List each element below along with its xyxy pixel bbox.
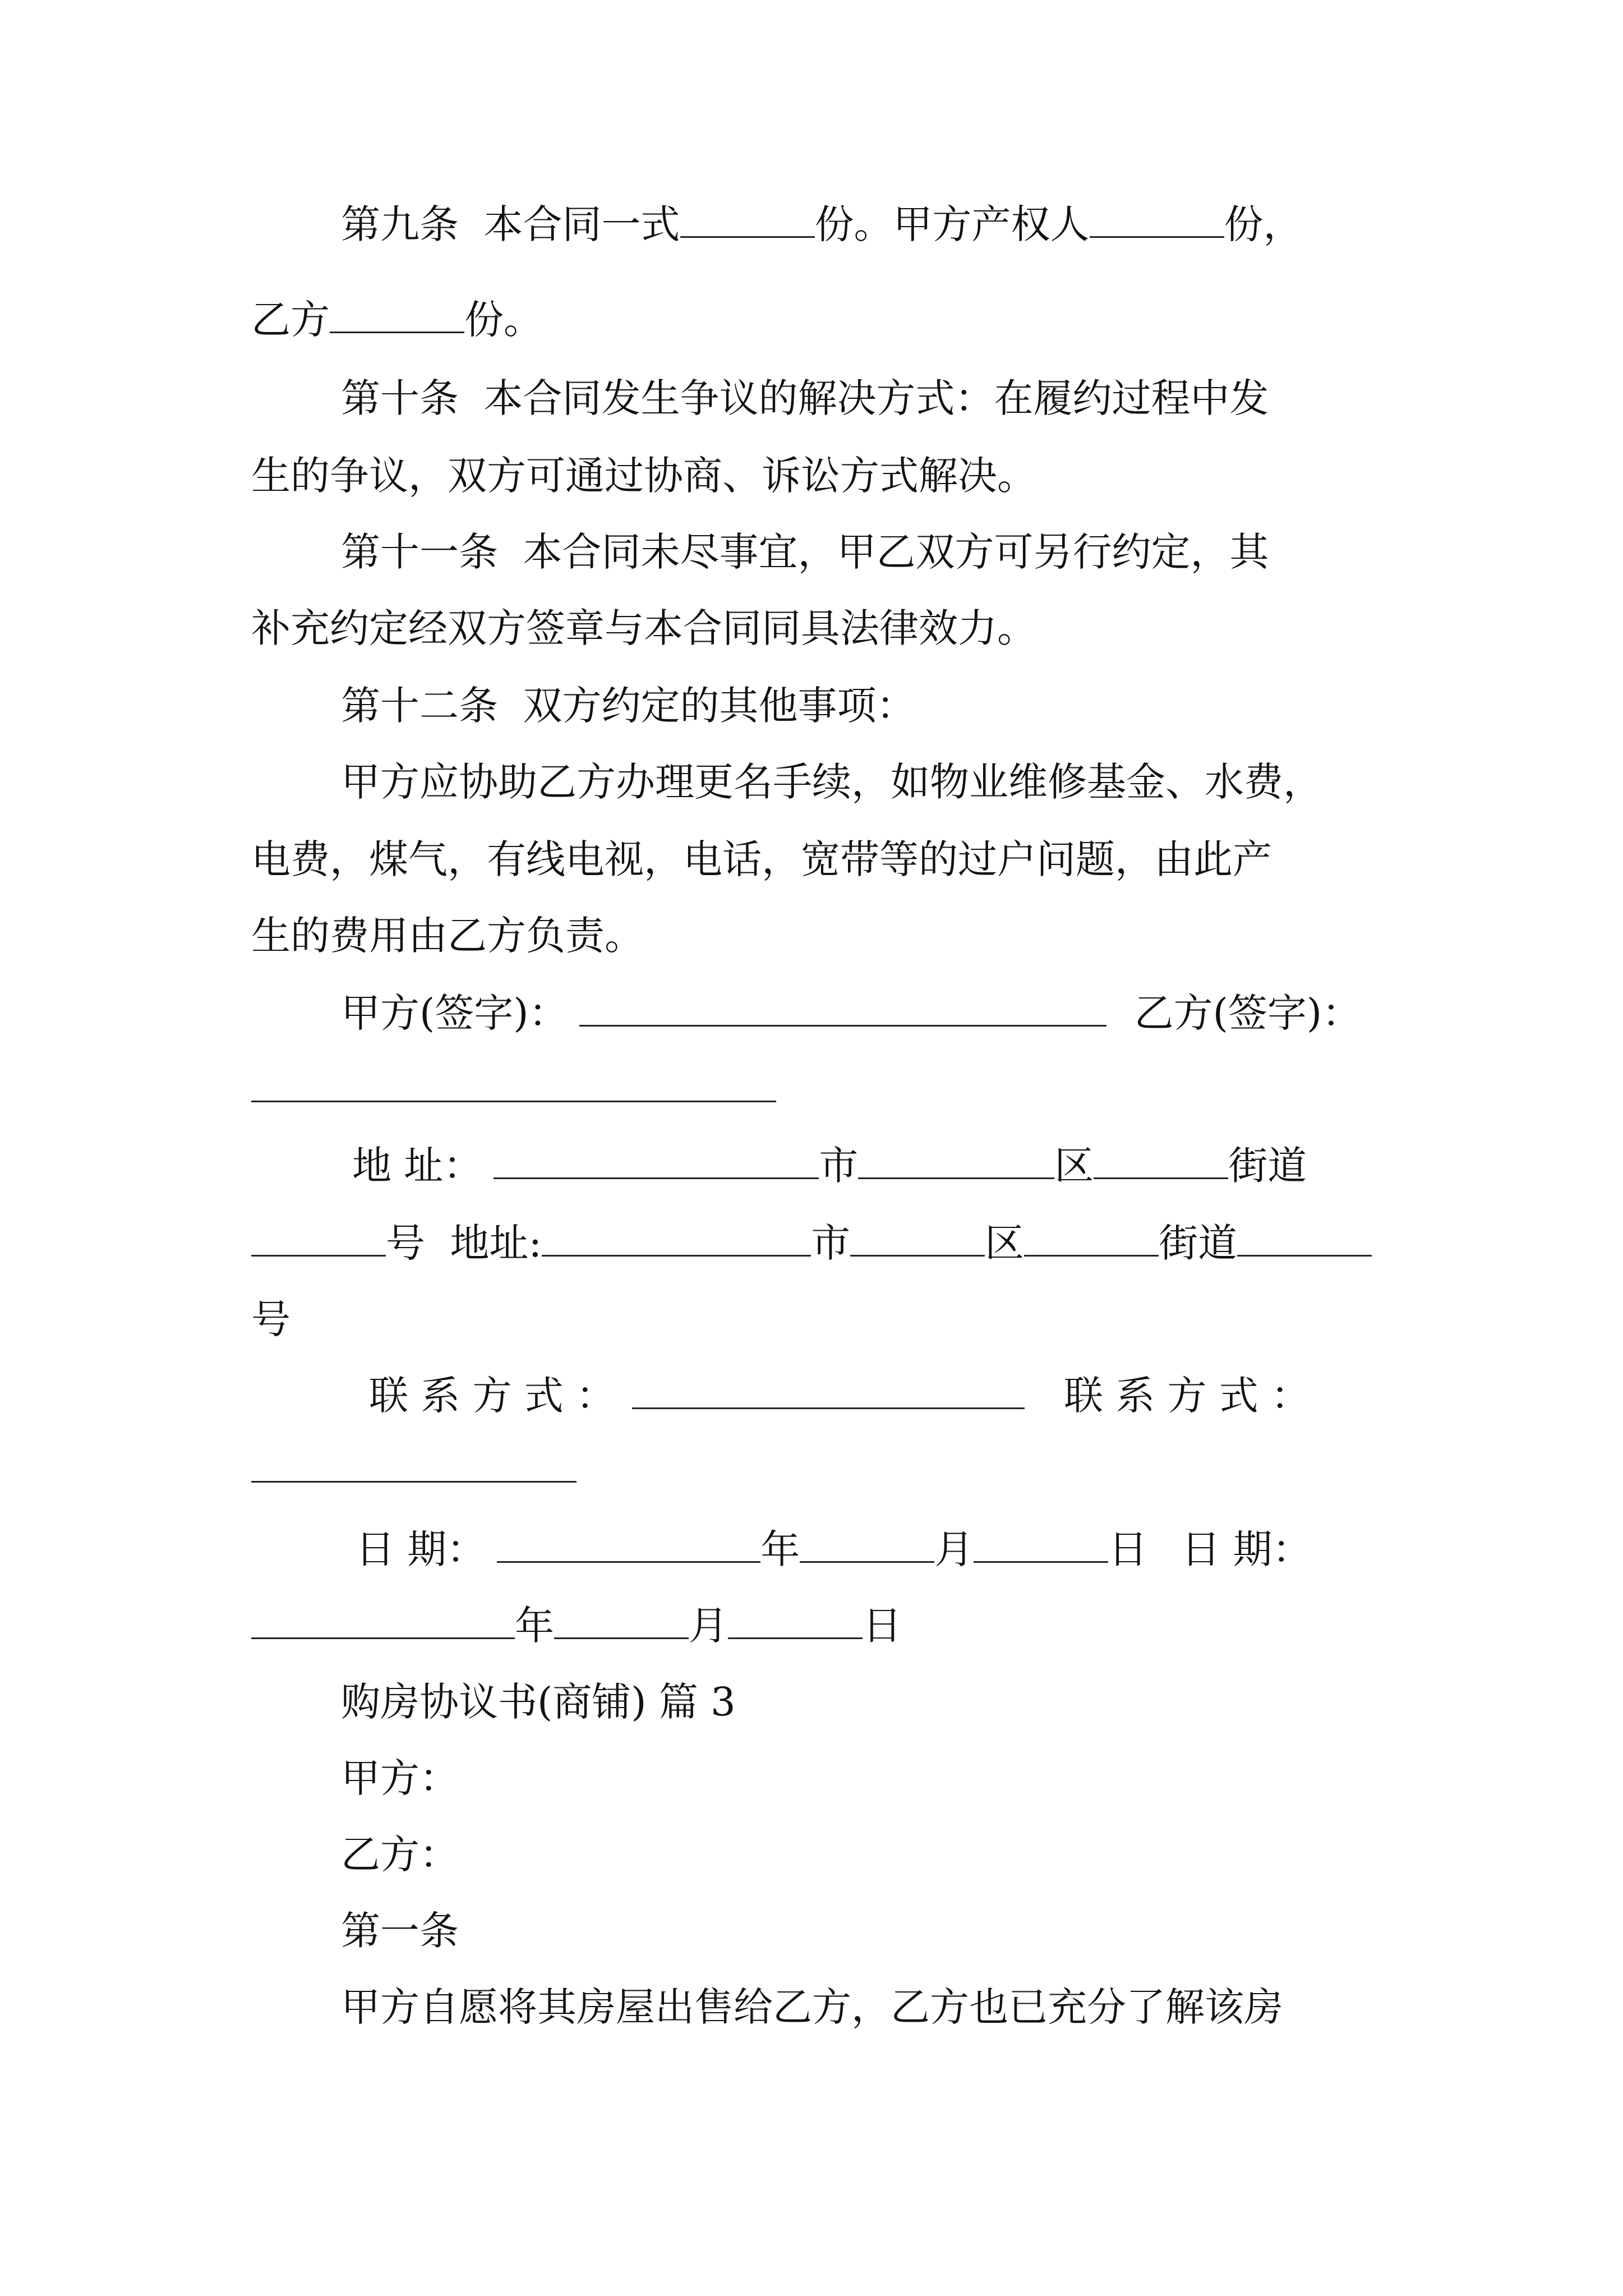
address-a-district-label: 区 (1054, 1143, 1094, 1189)
address-b-district-label: 区 (985, 1220, 1025, 1266)
party-b-day-blank (728, 1599, 863, 1639)
address-b-district-blank (850, 1217, 985, 1257)
party-b-year-label: 年 (515, 1603, 554, 1649)
article-12-line-2: 电费，煤气，有线电视，电话，宽带等的过户问题，由此产 (251, 836, 1272, 882)
address-b-street-label: 街道 (1159, 1220, 1238, 1266)
article-9-owner-text: 份。甲方产权人 (814, 201, 1090, 247)
party-b-month-label: 月 (689, 1603, 728, 1649)
date-line-2 (251, 1599, 902, 1653)
party-a-signature-blank (579, 987, 1106, 1027)
article-9-copies-text: 份， (1224, 201, 1303, 247)
article-9-line-1 (341, 197, 1303, 251)
address-a-street-blank (1094, 1139, 1228, 1179)
address-b-number-blank (1237, 1217, 1372, 1257)
party-b-signature-blank (251, 1101, 776, 1102)
party-b-copies-unit: 份。 (464, 297, 543, 343)
party-a-contact-label: 联 系 方 式 ： (369, 1373, 616, 1419)
party-a-year-blank (497, 1523, 760, 1563)
copies-owner-blank (1090, 198, 1224, 238)
party-a-date-label: 日 期： (356, 1526, 486, 1572)
article-10-line-2: 生的争议，双方可通过协商、诉讼方式解决。 (251, 453, 1036, 499)
article-12-line-1: 甲方应协助乙方办理更名手续，如物业维修基金、水费， (341, 759, 1322, 805)
party-a-label: 甲方： (341, 1755, 459, 1801)
address-a-number-blank (251, 1217, 386, 1257)
address-b-city-label: 市 (811, 1220, 851, 1266)
address-b-label: 号 地址: (386, 1220, 542, 1266)
address-line-1 (352, 1139, 1307, 1193)
article-10-line-1: 第十条 本合同发生争议的解决方式：在履约过程中发 (341, 375, 1269, 421)
address-line-2 (251, 1216, 1372, 1270)
address-a-city-label: 市 (819, 1143, 859, 1189)
address-a-street-label: 街道 (1228, 1143, 1307, 1189)
address-line-3: 号 (251, 1296, 291, 1342)
article-1-text: 甲方自愿将其房屋出售给乙方，乙方也已充分了解该房 (341, 1984, 1283, 2030)
article-9-line-2 (251, 293, 543, 347)
address-label-a: 地 址： (352, 1143, 483, 1189)
party-b-contact-label: 联 系 方 式 ： (1064, 1373, 1311, 1419)
party-b-signature-label: 乙方(签字)： (1134, 990, 1362, 1036)
party-b-date-label: 日 期： (1181, 1526, 1312, 1572)
party-a-month-label: 月 (934, 1526, 974, 1572)
article-11-line-1: 第十一条 本合同未尽事宜，甲乙双方可另行约定，其 (341, 529, 1269, 575)
party-b-copies-label: 乙方 (251, 297, 330, 343)
party-a-day-label: 日 (1108, 1526, 1148, 1572)
party-a-contact-blank (632, 1369, 1025, 1409)
section-3-title: 购房协议书(商铺) 篇 3 (341, 1679, 736, 1725)
article-1-heading: 第一条 (341, 1908, 459, 1954)
address-a-district-blank (858, 1139, 1054, 1179)
address-a-city-blank (494, 1139, 819, 1179)
party-a-month-blank (800, 1523, 934, 1563)
party-b-month-blank (554, 1599, 689, 1639)
article-12-line-3: 生的费用由乙方负责。 (251, 913, 644, 959)
copies-party-b-blank (330, 293, 464, 333)
contact-line (369, 1369, 1310, 1423)
party-b-year-blank (251, 1599, 515, 1639)
article-12-heading: 第十二条 双方约定的其他事项： (341, 683, 916, 729)
address-b-street-blank (1024, 1217, 1159, 1257)
party-b-label: 乙方： (341, 1832, 459, 1878)
copies-total-blank (680, 198, 815, 238)
party-a-signature-label: 甲方(签字)： (341, 990, 568, 1036)
party-a-day-blank (974, 1523, 1108, 1563)
party-b-contact-blank (251, 1481, 577, 1483)
article-11-line-2: 补充约定经双方签章与本合同同具法律效力。 (251, 605, 1036, 651)
article-9-text: 第九条 本合同一式 (341, 201, 680, 247)
party-b-day-label: 日 (863, 1603, 902, 1649)
address-b-city-blank (542, 1217, 811, 1257)
signature-line (341, 986, 1361, 1040)
date-line-1 (356, 1522, 1312, 1576)
party-a-year-label: 年 (760, 1526, 800, 1572)
